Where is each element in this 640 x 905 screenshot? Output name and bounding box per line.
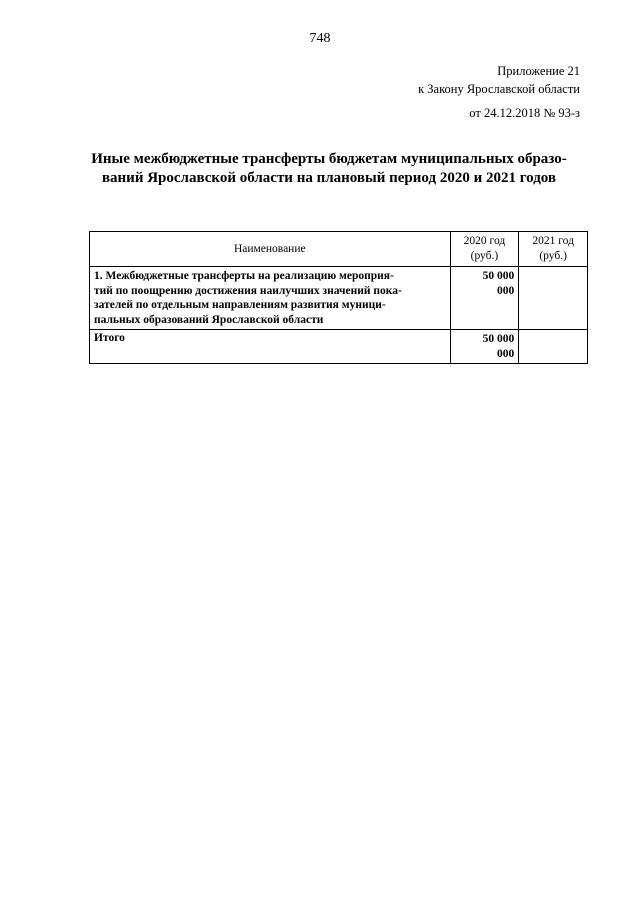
row-name-line: тий по поощрению достижения наилучших значений пока- <box>94 284 402 297</box>
appendix-header <box>418 62 580 122</box>
header-2021-unit: (руб.) <box>539 250 567 262</box>
page-number: 748 <box>309 31 331 46</box>
law-date: от 24.12.2018 № 93-з <box>469 106 580 120</box>
header-2020-unit: (руб.) <box>470 250 499 262</box>
row-amount-2021 <box>519 267 588 330</box>
amount-line: 000 <box>497 347 515 360</box>
law-reference: к Закону Ярославской области <box>418 82 580 96</box>
amount-line: 000 <box>497 284 515 297</box>
header-name: Наименование <box>90 232 451 267</box>
document-title-line: Иные межбюджетные трансферты бюджетам муниципальных образо- <box>91 151 567 167</box>
amount-line: 50 000 <box>482 270 515 282</box>
row-name-line: зателей по отдельным направлениям развития муници- <box>94 299 386 311</box>
table-row <box>90 267 588 330</box>
total-amount-2020 <box>450 330 519 364</box>
row-amount-2020 <box>450 267 519 330</box>
document-title-line: ваний Ярославской области на плановый период 2020 и 2021 годов <box>101 170 557 186</box>
total-label: Итого <box>90 330 451 364</box>
transfers-table <box>89 231 588 364</box>
table-header-row <box>90 232 588 267</box>
row-name-line: пальных образований Ярославской области <box>94 313 324 326</box>
header-2020 <box>450 232 519 267</box>
total-amount-2021 <box>519 330 588 364</box>
appendix-label: Приложение 21 <box>497 64 580 78</box>
header-2021 <box>519 232 588 267</box>
table-total-row <box>90 330 588 364</box>
document-title <box>70 150 588 188</box>
row-name-cell <box>90 267 451 330</box>
row-name-line: 1. Межбюджетные трансферты на реализацию мероприя- <box>94 270 394 282</box>
amount-line: 50 000 <box>482 333 515 345</box>
header-2021-year: 2021 год <box>532 235 574 247</box>
header-2020-year: 2020 год <box>463 235 506 247</box>
